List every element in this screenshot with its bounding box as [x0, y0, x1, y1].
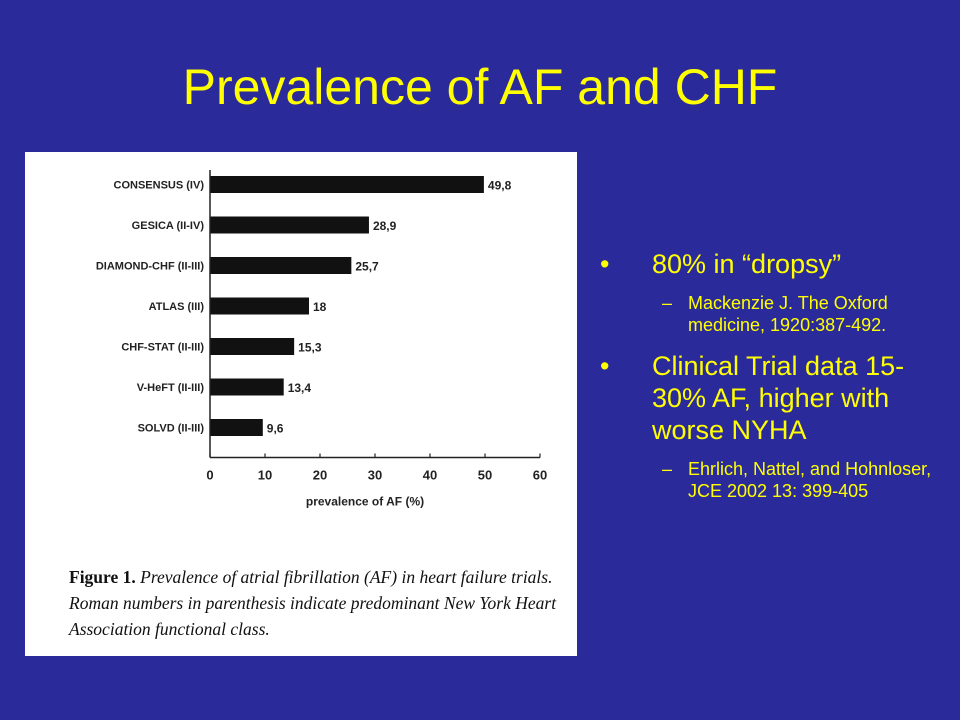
caption-text: Prevalence of atrial fibrillation (AF) in heart failure trials. Roman numbers in parenthesis indicate predominant New York Heart Association functional class.	[69, 567, 557, 639]
slide-title: Prevalence of AF and CHF	[182, 59, 778, 115]
sub-bullet-text: Mackenzie J. The Oxford medicine, 1920:387-492.	[688, 293, 888, 335]
x-tick-label: 10	[257, 467, 273, 483]
figure-panel	[25, 152, 577, 656]
data-label: 25,7	[355, 259, 379, 274]
bar	[210, 257, 351, 274]
sub-bullet-ehrlich	[600, 458, 950, 502]
sub-bullet-marker: –	[662, 293, 673, 313]
caption-label: Figure 1.	[69, 567, 136, 587]
data-label: 18	[313, 300, 327, 314]
category-label: ATLAS (III)	[148, 301, 204, 313]
bullet-item-dropsy	[600, 248, 950, 280]
category-label: SOLVD (II-III)	[137, 422, 204, 435]
bar	[210, 217, 369, 234]
bullet-marker: •	[600, 351, 610, 381]
x-tick-label: 0	[206, 467, 214, 483]
bullet-marker: •	[600, 249, 610, 279]
sub-bullet-marker: –	[662, 459, 673, 479]
x-tick-label: 30	[367, 467, 383, 483]
x-tick-label: 20	[312, 467, 328, 483]
bar	[210, 338, 294, 355]
data-label: 15,3	[298, 340, 322, 355]
data-label: 28,9	[372, 219, 397, 233]
category-label: CONSENSUS (IV)	[113, 179, 204, 192]
bullet-list	[600, 248, 950, 502]
category-label: GESICA (II-IV)	[131, 220, 204, 232]
category-label: V-HeFT (II-III)	[136, 382, 204, 394]
sub-bullet-text: Ehrlich, Nattel, and Hohnloser, JCE 2002 13: 399-405	[688, 459, 932, 501]
x-tick-label: 50	[477, 467, 493, 483]
category-label: CHF-STAT (II-III)	[121, 341, 204, 354]
bullet-text: Clinical Trial data 15-30% AF, higher with worse NYHA	[652, 351, 905, 445]
data-label: 9,6	[266, 421, 284, 436]
bullet-item-clinical-trial	[600, 350, 950, 446]
bar	[210, 419, 263, 436]
data-label: 13,4	[287, 381, 312, 395]
x-tick-label: 60	[532, 467, 548, 483]
bar	[210, 298, 309, 315]
figure-caption	[69, 564, 569, 642]
bar	[210, 379, 284, 396]
data-label: 49,8	[487, 178, 512, 193]
bar-chart	[25, 152, 577, 562]
bar	[210, 176, 484, 193]
x-tick-label: 40	[422, 467, 438, 483]
category-label: DIAMOND-CHF (II-III)	[95, 260, 204, 273]
sub-bullet-mackenzie	[600, 292, 950, 336]
x-axis-title: prevalence of AF (%)	[305, 494, 425, 509]
bullet-text: 80% in “dropsy”	[652, 249, 842, 279]
